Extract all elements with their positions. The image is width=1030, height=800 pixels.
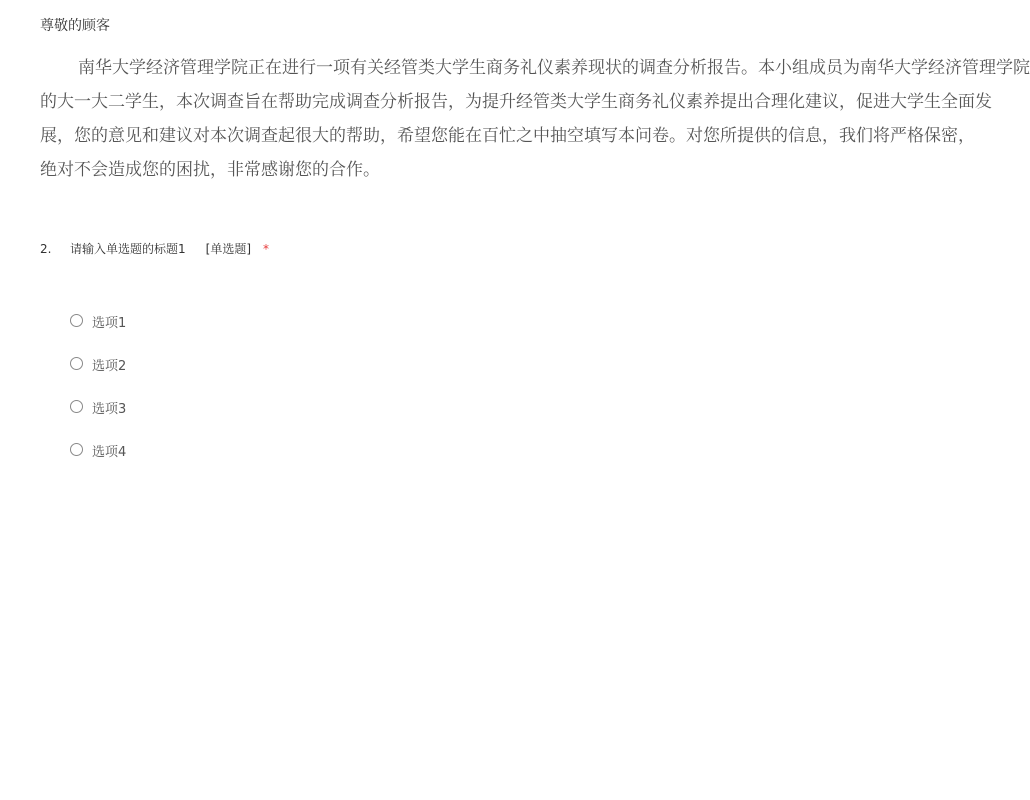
question-number: 2.: [40, 241, 52, 256]
radio-option-4[interactable]: [70, 437, 126, 480]
required-marker: *: [263, 241, 270, 256]
radio-button-icon[interactable]: [70, 314, 83, 327]
radio-option-3[interactable]: [70, 394, 126, 437]
intro-line: 展，您的意见和建议对本次调查起很大的帮助，希望您能在百忙之中抽空填写本问卷。对您所提供的信息，我们将严格保密，: [40, 126, 975, 146]
intro-line: 的大一大二学生，本次调查旨在帮助完成调查分析报告，为提升经管类大学生商务礼仪素养提出合理化建议，促进大学生全面发: [40, 92, 992, 112]
question-type-tag: [单选题]: [205, 242, 252, 256]
option-label[interactable]: 选项3: [92, 402, 127, 417]
intro-paragraph: [40, 51, 1030, 187]
intro-line: 绝对不会造成您的困扰，非常感谢您的合作。: [40, 160, 380, 180]
option-list: [70, 308, 126, 480]
radio-option-2[interactable]: [70, 351, 126, 394]
option-label[interactable]: 选项2: [92, 359, 127, 374]
radio-button-icon[interactable]: [70, 357, 83, 370]
option-label[interactable]: 选项1: [92, 316, 127, 331]
question-title: 请输入单选题的标题1: [70, 242, 186, 256]
greeting-heading: 尊敬的顾客: [40, 18, 110, 34]
radio-button-icon[interactable]: [70, 400, 83, 413]
question-header: [40, 240, 269, 257]
option-label[interactable]: 选项4: [92, 445, 127, 460]
intro-line: 南华大学经济管理学院正在进行一项有关经管类大学生商务礼仪素养现状的调查分析报告。本小组成员为南华大学经济管理学院: [78, 58, 1030, 78]
radio-option-1[interactable]: [70, 308, 126, 351]
radio-button-icon[interactable]: [70, 443, 83, 456]
